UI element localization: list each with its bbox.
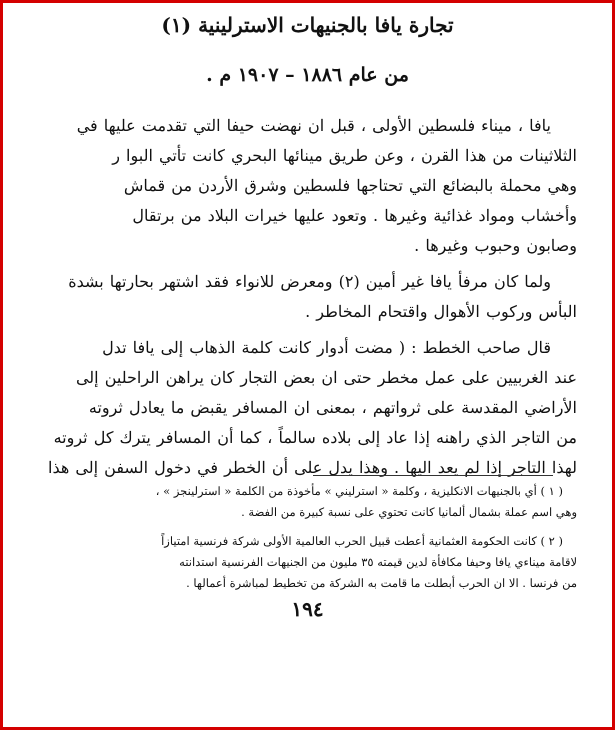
- footnote-2: [24, 531, 577, 594]
- text-line: وهي محملة بالبضائع التي تحتاجها فلسطين وشرق الأردن من قماش: [123, 176, 577, 195]
- text-line: الأراضي المقدسة على ثرواتهم ، بمعنى ان المسافر يقبض ما يعادل ثروته: [88, 398, 577, 417]
- footnote-line: من فرنسا . الا ان الحرب أبطلت ما قامت به الشركة من تخطيط لمباشرة أعمالها .: [186, 576, 577, 590]
- footnotes: [24, 481, 577, 602]
- text-line: البأس وركوب الأهوال واقتحام المخاطر .: [305, 302, 577, 321]
- text-line: الثلاثينات من هذا القرن ، وعن طريق مينائها البحري كانت تأتي البوا ر: [112, 146, 577, 165]
- body-text: [22, 111, 577, 489]
- footnote-line: وهي اسم عملة بشمال ألمانيا كانت تحتوي على نسبة كبيرة من الفضة .: [241, 505, 577, 519]
- footnote-1: [24, 481, 577, 523]
- page-subtitle: من عام ١٨٨٦ – ١٩٠٧ م .: [206, 64, 409, 86]
- text-line: ولما كان مرفأ يافا غير أمين (٢) ومعرض للانواء فقد اشتهر بحارتها بشدة: [68, 272, 551, 291]
- text-line: وأخشاب ومواد غذائية وغيرها . وتعود عليها خيرات البلاد من برتقال: [132, 206, 577, 225]
- text-line: يافا ، ميناء فلسطين الأولى ، قبل ان نهضت حيفا التي تقدمت عليها في: [76, 116, 551, 135]
- paragraph-1: [22, 111, 577, 261]
- text-line: من التاجر الذي راهنه إذا عاد إلى بلاده سالماً ، كما أن المسافر يترك كل ثروته: [53, 428, 577, 447]
- page-title: تجارة يافا بالجنيهات الاسترلينية (١): [161, 13, 454, 37]
- text-line: وصابون وحبوب وغيرها .: [414, 236, 577, 255]
- paragraph-3: [22, 333, 577, 483]
- footnote-line: ( ٢ ) كانت الحكومة العثمانية أعطت قبيل الحرب العالمية الأولى شركة فرنسية امتيازاً: [161, 534, 563, 548]
- footnote-line: لاقامة ميناءي يافا وحيفا مكافأة لدين قيمته ٣٥ مليون من الجنيهات الفرنسية استدانته: [179, 555, 577, 569]
- text-line: عند الغربيين على عمل مخطر حتى ان بعض التجار كان يراهن الراحلين إلى: [75, 368, 577, 387]
- book-page: [6, 3, 609, 727]
- text-line: قال صاحب الخطط : ( مضت أدوار كانت كلمة الذهاب إلى يافا تدل: [102, 338, 551, 357]
- text-line: لهذا التاجر إذا لم يعد اليها . وهذا يدل على أن الخطر في دخول السفن إلى هذا: [48, 458, 577, 477]
- footnote-line: ( ١ ) أي بالجنيهات الانكليزية ، وكلمة « استرليني » مأخوذة من الكلمة « استرلينجز » ،: [155, 484, 563, 498]
- footnote-divider: [313, 475, 553, 476]
- paragraph-2: [22, 267, 577, 327]
- page-number: ١٩٤: [291, 597, 324, 621]
